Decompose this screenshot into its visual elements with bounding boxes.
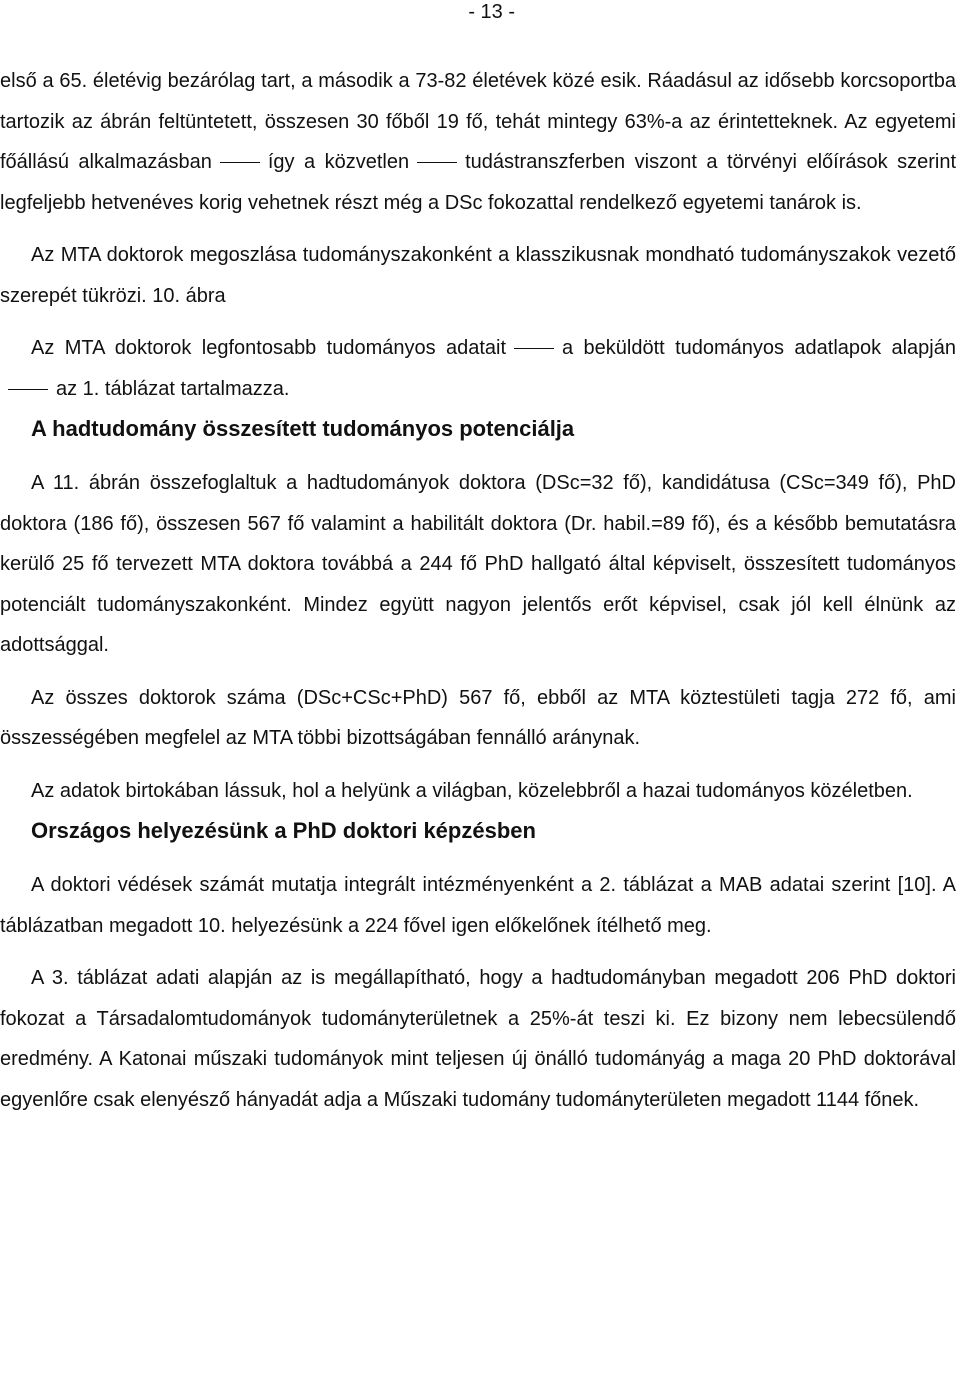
paragraph-defenses [0,865,956,946]
document-body [0,61,956,1120]
paragraph-potential-summary [0,463,956,666]
section-heading-ranking: Országos helyezésünk a PhD doktori képzésben [31,818,536,843]
em-dash [8,389,48,390]
paragraph-text: Az összes doktorok száma (DSc+CSc+PhD) 567 fő, ebből az MTA köztestületi tagja 272 fő, ami összességében megfelel az MTA többi bizottságában fennálló aránynak. [0,686,956,749]
section-heading-potential: A hadtudomány összesített tudományos potenciálja [31,416,575,441]
paragraph-our-place [0,771,956,812]
em-dash [220,162,260,163]
paragraph-text: Az adatok birtokában lássuk, hol a helyünk a világban, közelebbről a hazai tudományos közéletben. [31,779,913,802]
paragraph-text: A 3. táblázat adati alapján az is megállapítható, hogy a hadtudományban megadott 206 PhD doktori fokozat a Társadalomtudományok tudományterületnek a 25%-át teszi ki. Ez bizony nem lebecsülendő eredmény. A Katonai műszaki tudományok mint teljesen új önálló tudományág a maga 20 PhD doktorával egyenlőre csak elenyésző hányadát adja a Műszaki tudomány tudományterületen megadott 1144 főnek. [0,967,956,1111]
paragraph-mta-data [0,328,956,409]
paragraph-text: a beküldött tudományos adatlapok alapján [562,337,956,359]
paragraph-text: első a 65. életévig bezárólag tart, a második a 73-82 életévek közé esik. Ráadásul az idősebb korcsoportba tartozik az ábrán feltüntetett, összesen 30 főből 19 fő, tehát mintegy 63%-a az érintetteknek. Az egyetemi főállású alkalmazásban [0,70,956,173]
paragraph-text: A doktori védések számát mutatja integrált intézményenként a 2. táblázat a MAB adatai szerint [10]. A táblázatban megadott 10. helyezésünk a 224 fővel igen előkelőnek ítélhető meg. [0,874,956,937]
paragraph-text: Az MTA doktorok megoszlása tudományszakonként a klasszikusnak mondható tudományszakok vezető szerepét tükrözi. 10. ábra [0,244,956,307]
paragraph-text: A 11. ábrán összefoglaltuk a hadtudományok doktora (DSc=32 fő), kandidátusa (CSc=349 fő), PhD doktora (186 fő), összesen 567 fő valamint a habilitált doktora (Dr. habil.=89 fő), és a később bemutatásra kerülő 25 fő tervezett MTA doktora továbbá a 244 fő PhD hallgató által képviselt, összesített tudományos potenciált tudományszakonként. Mindez együtt nagyon jelentős erőt képvisel, csak jól kell élnünk az adottsággal. [0,472,956,656]
paragraph-table-3 [0,958,956,1120]
paragraph-text: így a közvetlen [267,151,410,173]
paragraph-text: Az MTA doktorok legfontosabb tudományos adatait [31,337,507,359]
paragraph-text: tudástranszferben viszont a törvényi előírások szerint legfeljebb hetvenéves korig vehetnek részt még a DSc fokozattal rendelkező egyetemi tanárok is. [0,151,956,214]
page-number: - 13 - [468,1,515,23]
em-dash [417,162,457,163]
paragraph-text: az 1. táblázat tartalmazza. [56,377,290,400]
paragraph-mta-distribution [0,235,956,316]
paragraph-doctor-count [0,678,956,759]
paragraph-age-groups [0,61,956,223]
em-dash [514,348,554,349]
